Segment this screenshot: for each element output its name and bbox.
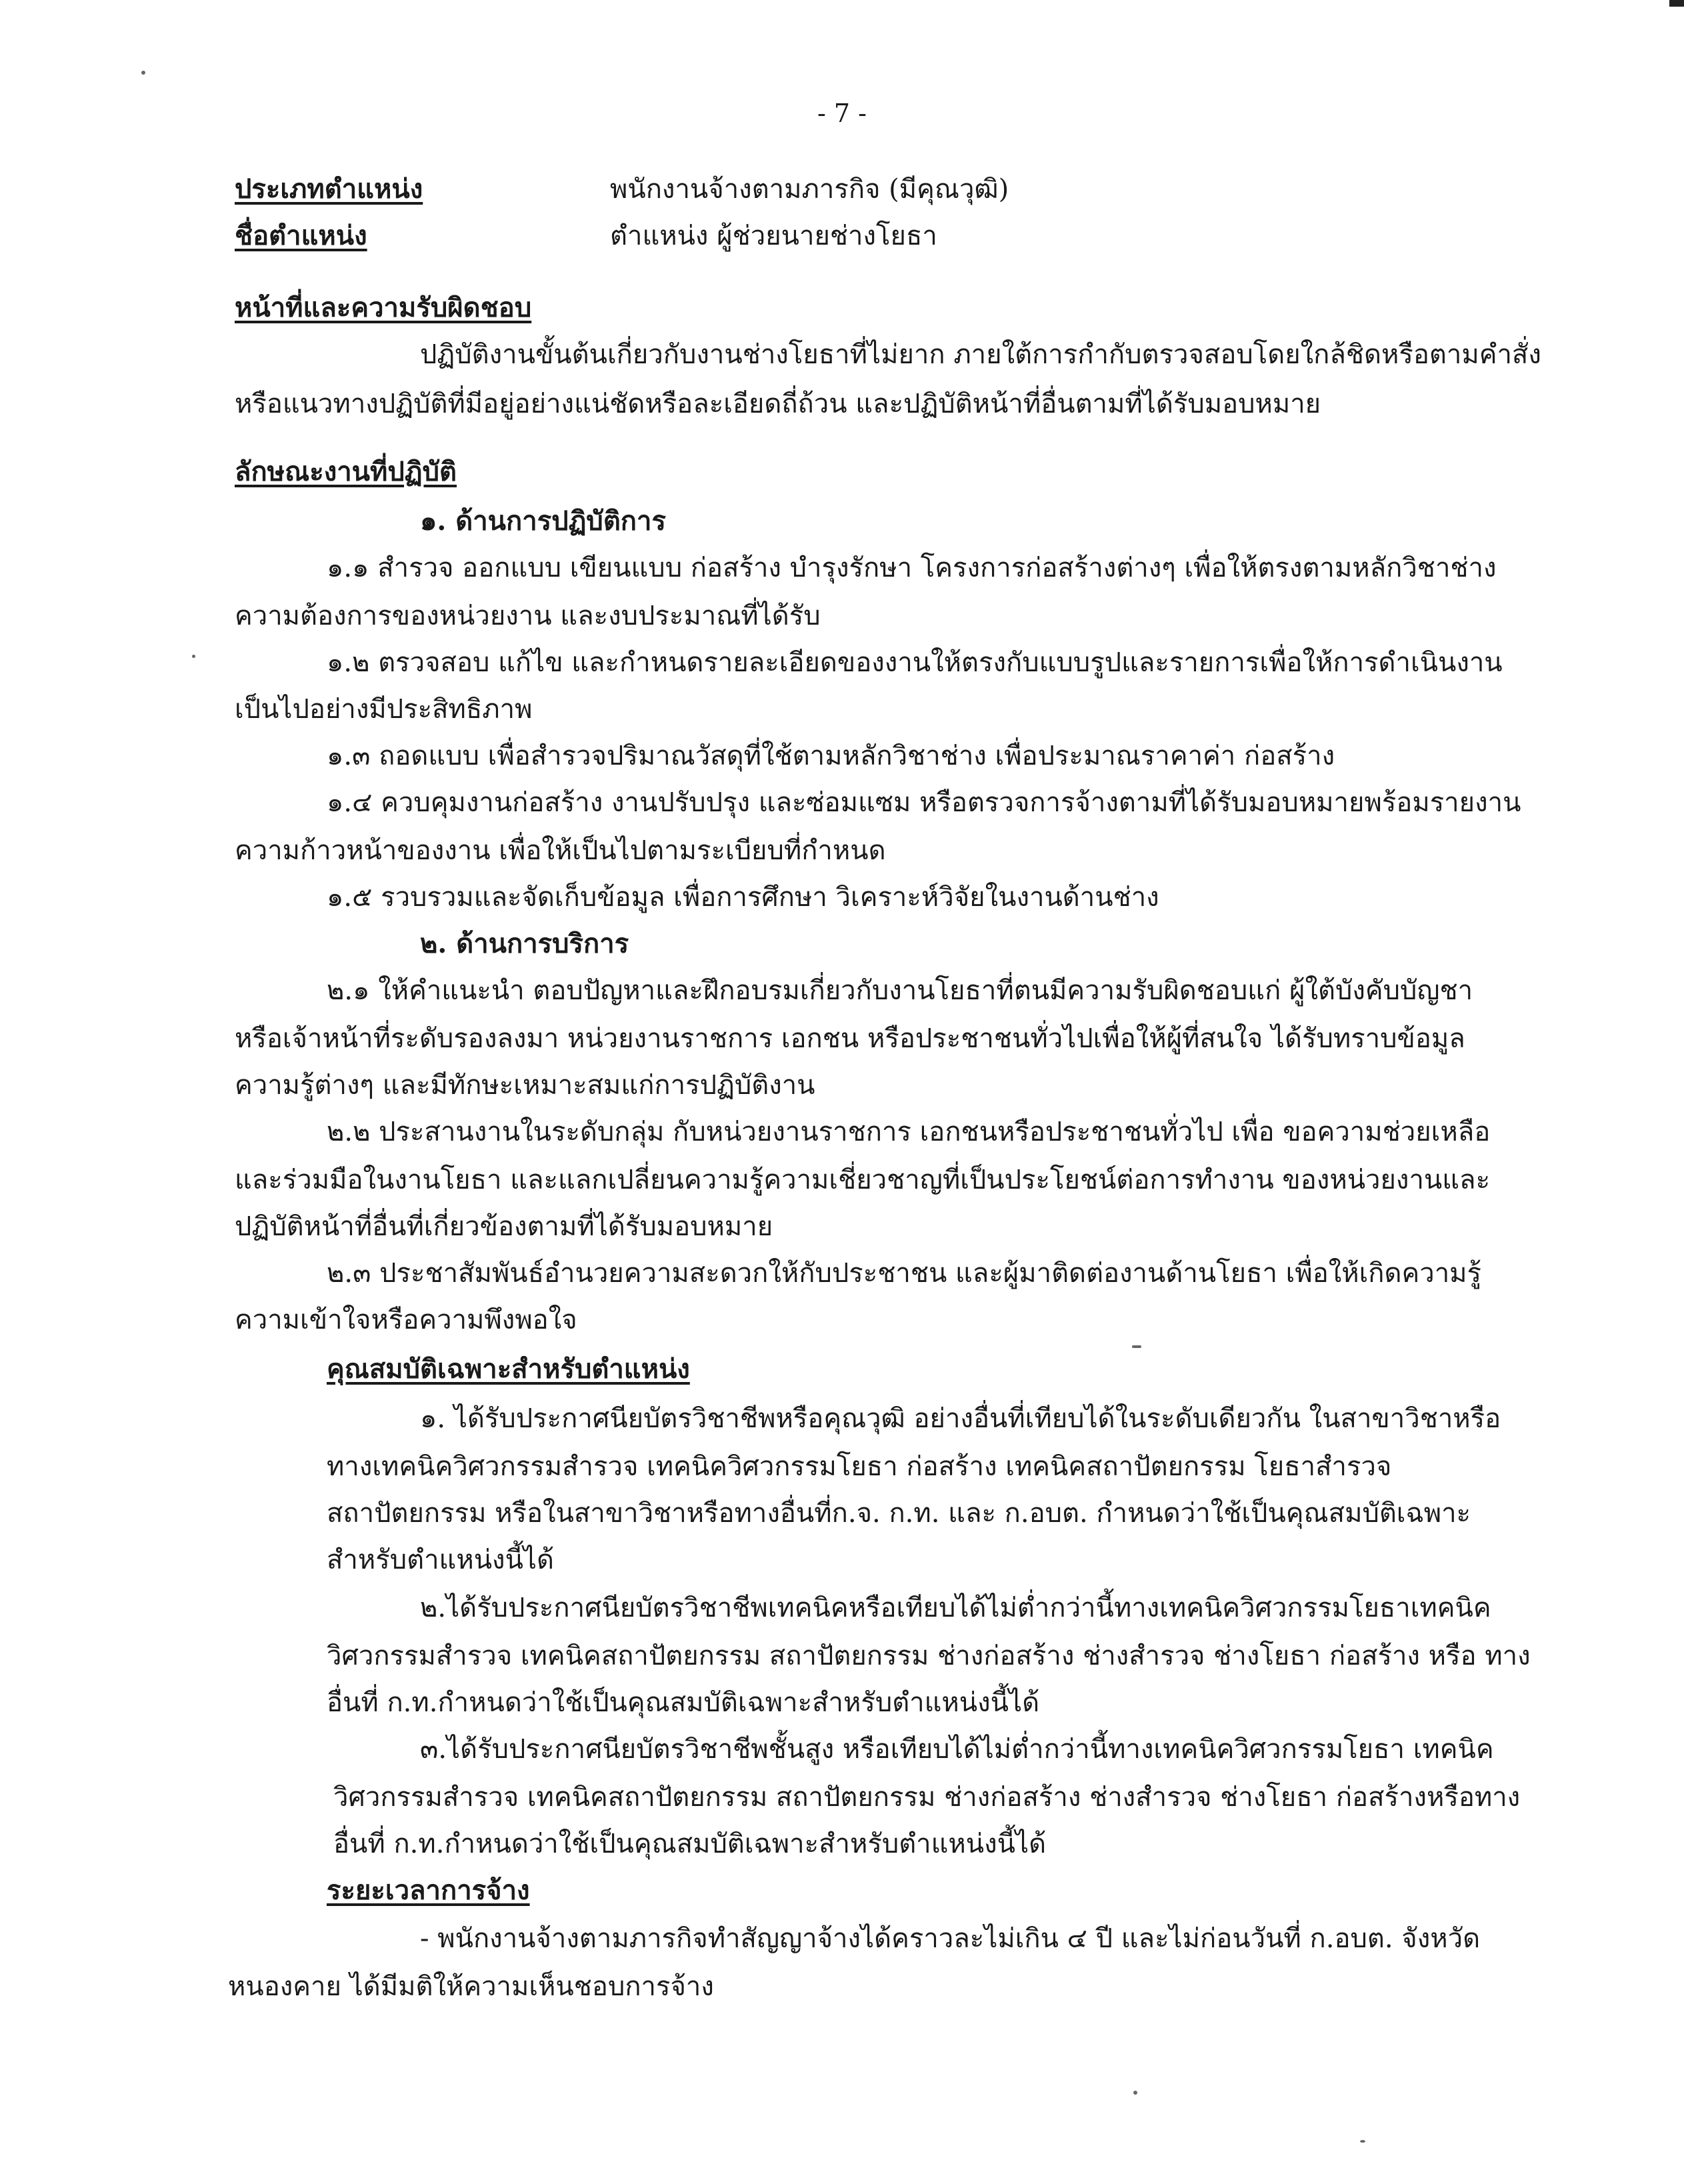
scan-speck: [192, 655, 195, 658]
qualification-line: ๒.ได้รับประกาศนียบัตรวิชาชีพเทคนิคหรือเทียบได้ไม่ต่ำกว่านี้ทางเทคนิควิศวกรรมโยธาเทคนิค: [420, 1593, 1491, 1623]
scan-corner-mark: [1669, 0, 1684, 7]
section1-line: ๑.๔ ควบคุมงานก่อสร้าง งานปรับปรุง และซ่อมแซม หรือตรวจการจ้างตามที่ได้รับมอบหมายพร้อมรายงาน: [327, 787, 1521, 818]
qualification-line: ๓.ได้รับประกาศนียบัตรวิชาชีพชั้นสูง หรือเทียบได้ไม่ต่ำกว่านี้ทางเทคนิควิศวกรรมโยธา เทคนิค: [420, 1734, 1494, 1765]
section1-line: เป็นไปอย่างมีประสิทธิภาพ: [235, 694, 533, 725]
qualification-line: วิศวกรรมสำรวจ เทคนิคสถาปัตยกรรม สถาปัตยกรรม ช่างก่อสร้าง ช่างสำรวจ ช่างโยธา ก่อสร้าง หรือ ทาง: [327, 1641, 1531, 1671]
section1-line: ความก้าวหน้าของงาน เพื่อให้เป็นไปตามระเบียบที่กำหนด: [235, 835, 886, 866]
position-type-label: ประเภทตำแหน่ง: [235, 173, 423, 205]
employment-period-line: - พนักงานจ้างตามภารกิจทำสัญญาจ้างได้คราวละไม่เกิน ๔ ปี และไม่ก่อนวันที่ ก.อบต. จังหวัด: [420, 1923, 1481, 1954]
section1-line: ๑.๒ ตรวจสอบ แก้ไข และกำหนดรายละเอียดของงานให้ตรงกับแบบรูปและรายการเพื่อให้การดำเนินงาน: [327, 647, 1503, 678]
duties-line: ปฏิบัติงานขั้นต้นเกี่ยวกับงานช่างโยธาที่ไม่ยาก ภายใต้การกำกับตรวจสอบโดยใกล้ชิดหรือตามคำสั่ง: [420, 339, 1541, 370]
section2-line: ความรู้ต่างๆ และมีทักษะเหมาะสมแก่การปฏิบัติงาน: [235, 1070, 815, 1101]
qualification-line: อื่นที่ ก.ท.กำหนดว่าใช้เป็นคุณสมบัติเฉพาะสำหรับตำแหน่งนี้ได้: [333, 1829, 1047, 1859]
section1-line: ๑.๑ สำรวจ ออกแบบ เขียนแบบ ก่อสร้าง บำรุงรักษา โครงการก่อสร้างต่างๆ เพื่อให้ตรงตามหลักวิชาช่าง: [327, 553, 1497, 583]
work-nature-heading: ลักษณะงานที่ปฏิบัติ: [235, 456, 457, 487]
qualification-line: ทางเทคนิควิศวกรรมสำรวจ เทคนิควิศวกรรมโยธา ก่อสร้าง เทคนิคสถาปัตยกรรม โยธาสำรวจ: [327, 1451, 1392, 1482]
section2-line: ๒.๑ ให้คำแนะนำ ตอบปัญหาและฝึกอบรมเกี่ยวกับงานโยธาที่ตนมีความรับผิดชอบแก่ ผู้ใต้บังคับบัญชา: [327, 975, 1473, 1006]
section2-line: ความเข้าใจหรือความพึงพอใจ: [235, 1305, 577, 1335]
duties-heading: หน้าที่และความรับผิดชอบ: [235, 292, 532, 323]
scan-speck: [1132, 1345, 1141, 1348]
section2-title: ๒. ด้านการบริการ: [420, 928, 629, 959]
qualification-line: สถาปัตยกรรม หรือในสาขาวิชาหรือทางอื่นที่ก.จ. ก.ท. และ ก.อบต. กำหนดว่าใช้เป็นคุณสมบัติเฉพาะ: [327, 1498, 1471, 1529]
qualification-line: วิศวกรรมสำรวจ เทคนิคสถาปัตยกรรม สถาปัตยกรรม ช่างก่อสร้าง ช่างสำรวจ ช่างโยธา ก่อสร้างหรือทาง: [333, 1782, 1521, 1813]
position-name-value: ตำแหน่ง ผู้ช่วยนายช่างโยธา: [610, 221, 937, 251]
section2-line: หรือเจ้าหน้าที่ระดับรองลงมา หน่วยงานราชการ เอกชน หรือประชาชนทั่วไปเพื่อให้ผู้ที่สนใจ ได้รับทราบข้อมูล: [235, 1023, 1465, 1054]
section2-line: ปฏิบัติหน้าที่อื่นที่เกี่ยวข้องตามที่ได้รับมอบหมาย: [235, 1211, 773, 1242]
position-name-label: ชื่อตำแหน่ง: [235, 220, 367, 251]
qualification-line: สำหรับตำแหน่งนี้ได้: [327, 1545, 555, 1575]
section1-line: ๑.๕ รวบรวมและจัดเก็บข้อมูล เพื่อการศึกษา วิเคราะห์วิจัยในงานด้านช่าง: [327, 882, 1159, 913]
employment-period-heading: ระยะเวลาการจ้าง: [327, 1875, 530, 1906]
scan-speck: [1360, 2140, 1365, 2143]
scan-speck: [141, 71, 145, 75]
qualifications-heading: คุณสมบัติเฉพาะสำหรับตำแหน่ง: [327, 1353, 690, 1385]
employment-period-line: หนองคาย ได้มีมติให้ความเห็นชอบการจ้าง: [228, 1971, 714, 2002]
qualification-line: อื่นที่ ก.ท.กำหนดว่าใช้เป็นคุณสมบัติเฉพาะสำหรับตำแหน่งนี้ได้: [327, 1687, 1040, 1718]
duties-line: หรือแนวทางปฏิบัติที่มีอยู่อย่างแน่ชัดหรือละเอียดถี่ถ้วน และปฏิบัติหน้าที่อื่นตามที่ได้รับมอบหมาย: [235, 389, 1321, 419]
section2-line: ๒.๒ ประสานงานในระดับกลุ่ม กับหน่วยงานราชการ เอกชนหรือประชาชนทั่วไป เพื่อ ขอความช่วยเหลือ: [327, 1117, 1491, 1147]
scan-speck: [1133, 2091, 1137, 2095]
qualification-line: ๑. ได้รับประกาศนียบัตรวิชาชีพหรือคุณวุฒิ อย่างอื่นที่เทียบได้ในระดับเดียวกัน ในสาขาวิชาหรือ: [420, 1403, 1501, 1434]
position-type-value: พนักงานจ้างตามภารกิจ (มีคุณวุฒิ): [610, 174, 1009, 205]
section1-line: ความต้องการของหน่วยงาน และงบประมาณที่ได้รับ: [235, 601, 821, 631]
section1-title: ๑. ด้านการปฏิบัติการ: [420, 505, 666, 537]
page-number: - 7 -: [817, 99, 867, 128]
section2-line: ๒.๓ ประชาสัมพันธ์อำนวยความสะดวกให้กับประชาชน และผู้มาติดต่องานด้านโยธา เพื่อให้เกิดความรู้: [327, 1258, 1482, 1289]
section1-line: ๑.๓ ถอดแบบ เพื่อสำรวจปริมาณวัสดุที่ใช้ตามหลักวิชาช่าง เพื่อประมาณราคาค่า ก่อสร้าง: [327, 741, 1335, 771]
section2-line: และร่วมมือในงานโยธา และแลกเปลี่ยนความรู้ความเชี่ยวชาญที่เป็นประโยชน์ต่อการทำงาน ของหน่วยงานและ: [235, 1165, 1491, 1195]
